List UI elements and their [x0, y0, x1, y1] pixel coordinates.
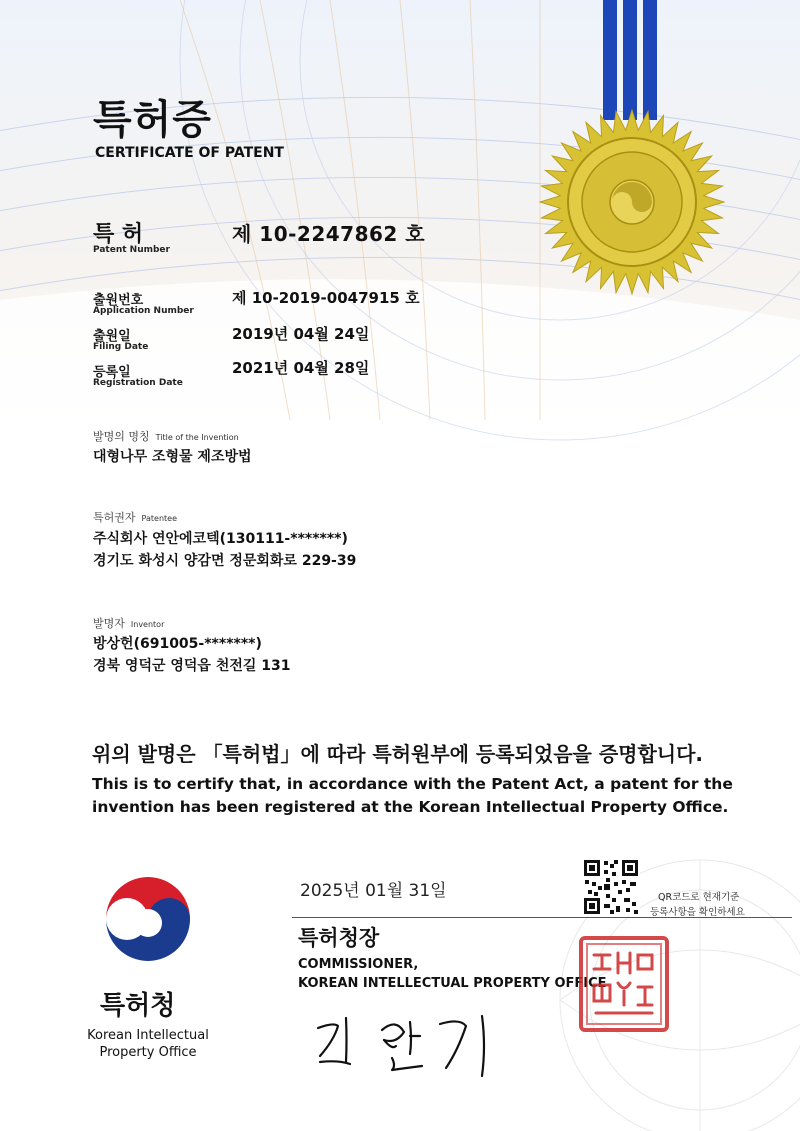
patent-number-label-ko: 특 허 [93, 222, 144, 247]
inventor-label-ko: 발명자 [93, 617, 125, 630]
invention-title-label [93, 428, 239, 444]
qr-code-icon[interactable] [582, 858, 640, 916]
commissioner-title-en-line2: KOREAN INTELLECTUAL PROPERTY OFFICE [298, 976, 607, 991]
organization-name-ko: 특허청 [100, 991, 176, 1021]
application-number-label-en: Application Number [93, 306, 194, 316]
signature-image [300, 1010, 510, 1080]
application-number-value: 제 10-2019-0047915 호 [232, 289, 420, 307]
ribbon-stripe [643, 0, 657, 120]
certification-statement-en-line2: invention has been registered at the Korean Intellectual Property Office. [92, 798, 729, 816]
inventor-address: 경북 영덕군 영덕읍 천전길 131 [93, 658, 291, 674]
official-stamp-icon [578, 935, 670, 1033]
invention-title-label-en: Title of the Invention [155, 433, 239, 442]
patent-number-label-en: Patent Number [93, 245, 170, 255]
commissioner-title-en-line1: COMMISSIONER, [298, 957, 419, 972]
government-logo-icon [100, 875, 196, 971]
patentee-label-en: Patentee [141, 514, 177, 523]
certificate-title-en: CERTIFICATE OF PATENT [95, 145, 284, 161]
filing-date-value: 2019년 04월 24일 [232, 325, 370, 343]
qr-note-line2: 등록사항을 확인하세요 [650, 907, 745, 918]
filing-date-label-ko: 출원일 [93, 329, 131, 344]
registration-date-value: 2021년 04월 28일 [232, 359, 370, 377]
registration-date-label-ko: 등록일 [93, 365, 131, 380]
patentee-label-ko: 특허권자 [93, 511, 136, 524]
application-number-label-ko: 출원번호 [93, 293, 144, 308]
commissioner-title-ko: 특허청장 [298, 926, 380, 950]
issue-date: 2025년 01월 31일 [300, 881, 447, 901]
registration-date-label-en: Registration Date [93, 378, 183, 388]
qr-note-line1: QR코드로 현재기준 [658, 892, 740, 903]
certification-statement-en-line1: This is to certify that, in accordance with the Patent Act, a patent for the [92, 775, 733, 793]
patentee-label [93, 509, 177, 525]
patentee-name: 주식회사 연안에코텍(130111-*******) [93, 531, 348, 547]
gold-seal-icon [538, 108, 726, 296]
inventor-label [93, 615, 164, 631]
ribbon-stripe [623, 0, 637, 120]
organization-name-en-line1: Korean Intellectual [87, 1028, 209, 1043]
patent-number-value: 제 10-2247862 호 [232, 222, 426, 246]
invention-title-value: 대형나무 조형물 제조방법 [93, 449, 252, 465]
organization-name-en-line2: Property Office [99, 1045, 197, 1060]
invention-title-label-ko: 발명의 명칭 [93, 430, 150, 443]
inventor-label-en: Inventor [130, 620, 165, 629]
certification-statement-ko: 위의 발명은 「특허법」에 따라 특허원부에 등록되었음을 증명합니다. [92, 742, 704, 766]
patentee-address: 경기도 화성시 양감면 정문회화로 229-39 [93, 553, 357, 569]
filing-date-label-en: Filing Date [93, 342, 149, 352]
ribbon-stripe [603, 0, 617, 120]
certificate-title-ko: 특허증 [93, 97, 212, 143]
inventor-name: 방상헌(691005-*******) [93, 636, 262, 652]
